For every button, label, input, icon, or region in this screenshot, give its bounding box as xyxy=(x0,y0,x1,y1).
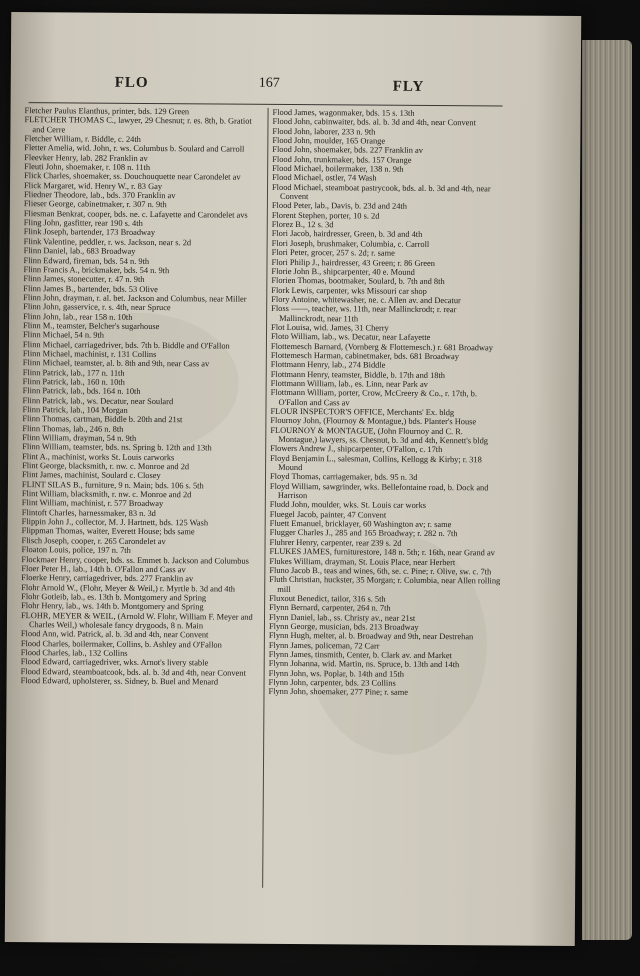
directory-entry: Flynn Johanna, wid. Martin, ns. Spruce, b. 13th and 14th xyxy=(268,659,460,670)
directory-entry: Fletcher Paulus Elanthus, printer, bds. 129 Green xyxy=(24,106,190,117)
directory-entry: Fluhrer Henry, carpenter, rear 239 s. 2d xyxy=(269,537,402,548)
directory-entry: Flohr Henry, lab., ws. 14th b. Montgomery and Spring xyxy=(21,601,204,612)
directory-entry: Flori Philip J., hairdresser, 43 Green; r. 86 Green xyxy=(271,257,435,268)
directory-entry: Flood John, trunkmaker, bds. 157 Orange xyxy=(272,154,412,165)
directory-entry: Flood Michael, steamboat pastrycook, bds. al. b. 3d and 4th, near Convent xyxy=(272,182,491,202)
directory-entry: Flinn Thomas, cartman, Biddle b. 20th and 21st xyxy=(22,414,183,425)
directory-entry: Flinn Thomas, lab., 246 n. 8th xyxy=(22,423,124,434)
directory-entry: Flory Antoine, whitewasher, ne. c. Allen av. and Decatur xyxy=(271,294,461,306)
directory-entry: Fliesman Benkrat, cooper, bds. ne. c. Lafayette and Carondelet avs xyxy=(23,208,248,220)
directory-entry: Flinn John, lab., rear 158 n. 10th xyxy=(23,311,133,322)
directory-entry: Flottmann William, porter, Crow, McCreery & Co., r. 17th, b. O'Fallon and Cass av xyxy=(270,388,477,408)
directory-entry: Flynn Bernard, carpenter, 264 n. 7th xyxy=(269,603,391,613)
directory-entry: Flood Edward, carriagedriver, wks. Arnot's livery stable xyxy=(20,657,209,668)
directory-entry: Flint James, machinist, Soulard c. Closey xyxy=(21,470,161,481)
directory-entry: Flinn Michael, carriagedriver, bds. 7th b. Biddle and O'Fallon xyxy=(22,339,230,351)
directory-entry: FLOUR INSPECTOR'S OFFICE, Merchants' Ex. bldg xyxy=(270,406,455,418)
directory-entry: Flint William, machinist, r. 577 Broadway xyxy=(21,498,164,509)
directory-entry: Flinn William, drayman, 54 n. 9th xyxy=(22,433,137,443)
directory-entry: Flippin John J., collector, M. J. Hartnett, bds. 125 Wash xyxy=(21,517,209,528)
directory-entry: Flinn Francis A., brickmaker, bds. 54 n. 9th xyxy=(23,264,170,275)
directory-entry: Flick Margaret, wid. Henry W., r. 83 Gay xyxy=(24,180,163,191)
directory-entry: Flori Joseph, brushmaker, Columbia, c. Carroll xyxy=(271,238,430,249)
directory-entry: Fliedner Theodore, lab., bds. 370 Franklin av xyxy=(23,190,176,201)
directory-entry: Floyd William, sawgrinder, wks. Bellefontaine road, b. Dock and Harrison xyxy=(269,481,489,501)
directory-entry: Flynn John, shoemaker, 277 Pine; r. same xyxy=(268,687,409,698)
directory-entry: Flood Michael, ostler, 74 Wash xyxy=(272,173,377,183)
directory-entry: Flynn George, musician, bds. 213 Broadway xyxy=(268,621,419,632)
directory-entry: Flink Joseph, bartender, 173 Broadway xyxy=(23,227,156,238)
directory-entry: FLETCHER THOMAS C., lawyer, 29 Chesnut; r. es. 8th, b. Gratiot and Cerre xyxy=(24,115,252,135)
directory-entry: Flynn James, tinsmith, Center, b. Clark av. and Market xyxy=(268,649,452,661)
directory-entry: FLOHR, MEYER & WEIL, (Arnold W. Flohr, William F. Meyer and Charles Weil,) wholesale fancy drygoods, 8 n. Main xyxy=(21,610,253,631)
directory-entry: Flork Lewis, carpenter, wks Missouri car shop xyxy=(271,285,427,296)
directory-entry: Flynn John, ws. Poplar, b. 14th and 15th xyxy=(268,668,404,679)
directory-entry: Flieser George, cabinetmaker, r. 307 n. 9th xyxy=(23,199,167,210)
directory-entry: Flinn Patrick, lab., ws. Decatur, near Soulard xyxy=(22,395,174,406)
header-right-guide-word: FLY xyxy=(392,78,425,95)
directory-entry: Flynn Hugh, melter, al. b. Broadway and 9th, near Destrehan xyxy=(268,631,474,642)
directory-entry: Flood John, shoemaker, bds. 227 Franklin av xyxy=(272,145,423,156)
directory-entry: Flood Ann, wid. Patrick, al. b. 3d and 4th, near Convent xyxy=(20,629,209,640)
directory-entry: Flood Peter, lab., Davis, b. 23d and 24th xyxy=(271,201,407,212)
directory-entry: FLINT SILAS B., furniture, 9 n. Main; bds. 106 s. 5th xyxy=(21,479,204,491)
left-column xyxy=(21,106,265,687)
directory-entry: Flottemesch Barnard, (Vornberg & Flottemesch.) r. 681 Broadway xyxy=(270,341,494,352)
directory-entry: Floer Peter H., lab., 14th b. O'Fallon and Cass av xyxy=(21,563,186,575)
directory-entry: Fletter Amelia, wid. John, r. ws. Columbus b. Soulard and Carroll xyxy=(24,143,245,155)
directory-entry: Flick Charles, shoemaker, ss. Douchouquette near Carondelet av xyxy=(24,171,241,183)
directory-entry: Flournoy John, (Flournoy & Montague,) bds. Planter's House xyxy=(270,416,477,427)
directory-entry: Flowers Andrew J., shipcarpenter, O'Fallon, c. 17th xyxy=(270,444,443,455)
directory-entry: Flintoft Charles, harnessmaker, 83 n. 3d xyxy=(21,507,156,518)
directory-entry: Flottmann Henry, teamster, Biddle, b. 17th and 18th xyxy=(270,369,446,380)
directory-entry: Flinn Patrick, lab., 104 Morgan xyxy=(22,405,128,415)
directory-entry: Flinn James B., bartender, bds. 53 Olive xyxy=(23,283,158,294)
directory-entry: Fluxout Benedict, tailor, 316 s. 5th xyxy=(269,593,386,604)
directory-page xyxy=(5,12,581,946)
directory-entry: Floto William, lab., ws. Decatur, near Lafayette xyxy=(270,332,431,343)
directory-entry: Flinn Daniel, lab., 683 Broadway xyxy=(23,246,136,257)
directory-entry: Flori Jacob, hairdresser, Green, b. 3d and 4th xyxy=(271,229,423,240)
directory-entry: Fluth Christian, huckster, 35 Morgan; r. Columbia, near Allen rolling mill xyxy=(269,575,501,594)
directory-entry: Flukes William, drayman, St. Louis Place, near Herbert xyxy=(269,556,456,567)
directory-entry: Flynn John, carpenter, bds. 23 Collins xyxy=(268,677,396,688)
directory-entry: Flinn Michael, teamster, al. b. 8th and 9th, near Cass av xyxy=(22,358,210,369)
header-left-guide-word: FLO xyxy=(114,74,149,91)
directory-entry: Flinn William, teamster, bds. ns. Spring b. 12th and 13th xyxy=(22,442,212,453)
directory-entry: FLUKES JAMES, furniturestore, 148 n. 5th; r. 16th, near Grand av xyxy=(269,546,495,558)
directory-entry: Flugger Charles J., 285 and 165 Broadway; r. 282 n. 7th xyxy=(269,528,458,539)
directory-entry: Fluegel Jacob, painter, 47 Convent xyxy=(269,509,387,520)
directory-entry: Fletcher William, r. Biddle, c. 24th xyxy=(24,134,141,144)
directory-entry: Flynn James, policeman, 72 Carr xyxy=(268,640,380,651)
directory-entry: Fludd John, moulder, wks. St. Louis car works xyxy=(269,500,427,511)
directory-entry: Flood Michael, boilermaker, 138 n. 9th xyxy=(272,163,404,174)
directory-entry: Flint George, blacksmith, r. nw. c. Monroe and 2d xyxy=(22,461,190,472)
directory-entry: Flinn John, drayman, r. al. bet. Jackson and Columbus, near Miller xyxy=(23,292,247,304)
directory-entry: Flood Charles, lab., 132 Collins xyxy=(20,648,128,658)
directory-entry: Flinn John, gasservice, r. s. 4th, near Spruce xyxy=(23,302,171,313)
directory-entry: Flinn Michael, 54 n. 9th xyxy=(22,330,104,340)
directory-entry: Flippman Thomas, waiter, Everett House; bds same xyxy=(21,526,195,537)
directory-entry: Fling John, gasfitter, rear 190 s. 4th xyxy=(23,218,143,229)
directory-entry: Fleevker Henry, lab. 282 Franklin av xyxy=(24,152,148,163)
directory-entry: Flinn Patrick, lab., 177 n. 11th xyxy=(22,367,125,378)
directory-entry: Flint A., machinist, works St. Louis carworks xyxy=(22,451,175,462)
directory-entry: Florez B., 12 s. 3d xyxy=(271,219,334,230)
directory-entry: Flinn James, stonecutter, r. 47 n. 9th xyxy=(23,274,145,285)
directory-entry: Flood Edward, steamboatcook, bds. al. b. 3d and 4th, near Convent xyxy=(20,666,246,678)
directory-entry: Flood Charles, boilermaker, Collins, b. Ashley and O'Fallon xyxy=(20,638,222,650)
page-header xyxy=(23,74,567,100)
directory-entry: Flood John, laborer, 233 n. 9th xyxy=(272,126,376,137)
directory-entry: Florien Thomas, bootmaker, Soulard, b. 7th and 8th xyxy=(271,276,445,287)
directory-entry: Flisch Joseph, cooper, r. 265 Carondelet av xyxy=(21,535,166,546)
directory-entry: Flot Louisa, wid. James, 31 Cherry xyxy=(271,322,389,333)
directory-entry: Flinn Michael, machinist, r. 131 Collins xyxy=(22,349,157,359)
directory-entry: Flohr Arnold W., (Flohr, Meyer & Weil,) r. Myrtle b. 3d and 4th xyxy=(21,582,236,594)
directory-entry: Flink Valentine, peddler, r. ws. Jackson, near s. 2d xyxy=(23,236,192,248)
directory-entry: Flockmaer Henry, cooper, bds. ss. Emmet b. Jackson and Columbus xyxy=(21,554,250,566)
directory-entry: Flottemesch Harman, cabinetmaker, bds. 681 Broadway xyxy=(270,350,459,362)
directory-entry: Floyd Benjamin L., salesman, Collins, Kellogg & Kirby; r. 318 Mound xyxy=(270,453,482,473)
directory-entry: Flood Edward, upholsterer, ss. Sidney, b. Buel and Menard xyxy=(20,676,219,687)
directory-entry: Fluett Emanuel, bricklayer, 60 Washington av; r. same xyxy=(269,518,452,530)
directory-entry: Florie John B., shipcarpenter, 40 e. Mound xyxy=(271,266,415,277)
directory-entry: Floyd Thomas, carriagemaker, bds. 95 n. 3d xyxy=(269,472,418,483)
directory-entry: Flynn Daniel, lab., ss. Christy av., near 21st xyxy=(269,612,416,623)
directory-entry: Flood John, moulder, 165 Orange xyxy=(272,135,386,146)
directory-entry: Flottmann William, lab., es. Linn, near Park av xyxy=(270,378,428,389)
directory-entry: Florent Stephen, porter, 10 s. 2d xyxy=(271,210,380,221)
directory-entry: Floaton Louis, police, 197 n. 7th xyxy=(21,545,131,556)
directory-entry: Flottmann Henry, lab., 274 Biddle xyxy=(270,360,386,370)
directory-entry: Flori Peter, grocer, 257 s. 2d; r. same xyxy=(271,248,395,258)
directory-entry: Flinn Patrick, lab., 160 n. 10th xyxy=(22,377,125,387)
directory-entry: Floss ——, teacher, ws. 11th, near Mallinckrodt; r. rear Mallinckrodt, near 11th xyxy=(271,304,457,324)
directory-entry: Floerke Henry, carriagedriver, bds. 277 Franklin av xyxy=(21,573,194,584)
directory-entry: Flint William, blacksmith, r. nw. c. Monroe and 2d xyxy=(21,489,192,500)
directory-entry: Flinn M., teamster, Belcher's sugarhouse xyxy=(23,321,160,331)
directory-entry: Flood James, wagonmaker, bds. 15 s. 13th xyxy=(272,107,415,118)
directory-entry: Flood John, cabinwaiter, bds. al. b. 3d and 4th, near Convent xyxy=(272,117,476,128)
page-number: 167 xyxy=(258,75,280,91)
book-page-edges xyxy=(582,40,632,940)
directory-entry: Flohr Gotleib, lab., es. 13th b. Montgomery and Spring xyxy=(21,591,207,603)
directory-entry: Flinn Edward, fireman, bds. 54 n. 9th xyxy=(23,255,150,266)
directory-entry: Fleuti John, shoemaker, r. 108 n. 11th xyxy=(24,162,151,173)
right-column xyxy=(268,108,504,698)
directory-entry: FLOURNOY & MONTAGUE, (John Flournoy and C. R. Montague,) lawyers, ss. Chesnut, b. 3d and 4th, Kennett's bldg xyxy=(270,425,489,446)
directory-entry: Fluno Jacob B., teas and wines, 6th, se. c. Pine; r. Olive, sw. c. 7th xyxy=(269,565,492,577)
directory-entry: Flinn Patrick, lab., bds. 164 n. 10th xyxy=(22,386,141,397)
